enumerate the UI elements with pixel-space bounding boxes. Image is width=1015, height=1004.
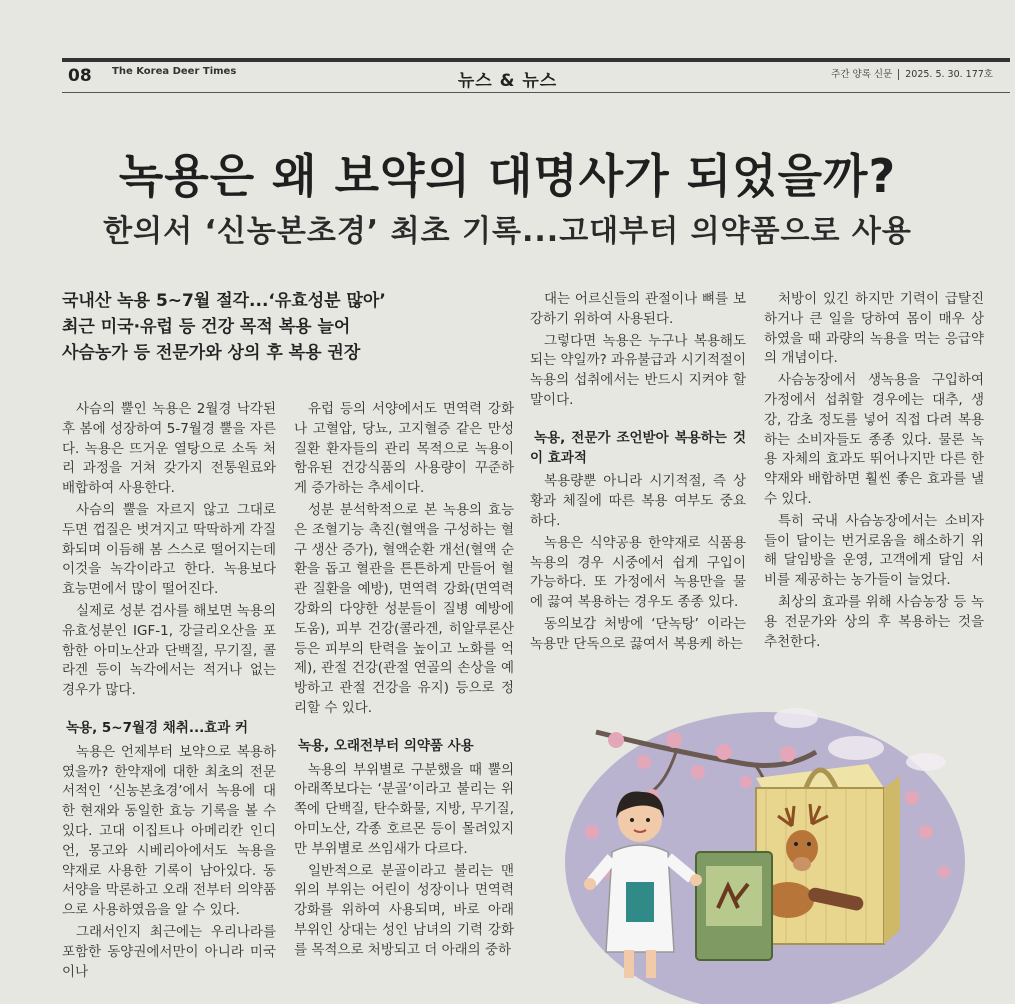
paragraph: 최상의 효과를 위해 사슴농장 등 녹용 전문가와 상의 후 복용하는 것을 추천한다. — [764, 593, 984, 650]
header-subrule — [62, 92, 1010, 93]
paragraph: 사슴농장에서 생녹용을 구입하여 가정에서 섭취할 경우에는 대추, 생강, 감초 정도를 넣어 직접 다려 복용하는 소비자들도 종종 있다. 물론 녹용 자체의 효과도 뛰어나지만 다른 한약재와 배합하면 훨씬 좋은 효과를 낼 수 있다. — [764, 372, 984, 507]
paragraph: 녹용은 식약공용 한약재로 식품용 녹용의 경우 시중에서 쉽게 구입이 가능하다. 또 가정에서 녹용만을 물에 끓여 복용하는 경우도 종종 있다. — [530, 534, 746, 611]
paragraph: 유럽 등의 서양에서도 면역력 강화나 고혈압, 당뇨, 고지혈증 같은 만성질환 환자들의 관리 목적으로 녹용이 함유된 건강식품의 사용량이 꾸준하게 증가하는 추세이다. — [294, 401, 514, 497]
article-column-2 — [294, 400, 514, 963]
section-subheading: 녹용, 오래전부터 의약품 사용 — [298, 737, 474, 754]
deck-line: 최근 미국·유럽 등 건강 목적 복용 늘어 — [62, 317, 351, 337]
deer-antler-illustration — [556, 692, 974, 1004]
issue-info — [831, 66, 993, 80]
section-subheading: 녹용, 전문가 조언받아 복용하는 것이 효과적 — [530, 429, 746, 466]
paragraph: 녹용은 언제부터 보약으로 복용하였을까? 한약재에 대한 최초의 전문서적인 ‘신농본초경’에서 녹용에 대한 현재와 동일한 효능 기록을 볼 수 있다. 고대 이집트나 아메리칸 인디언, 몽고와 시베리아에서도 녹용을 약재로 사용한 기록이 남아있다. 동서양을 막론하고 오래 전부터 의약품으로 사용하였음을 알 수 있다. — [62, 743, 276, 919]
page-number: 08 — [68, 66, 92, 86]
issue-date: 2025. 5. 30. 177호 — [905, 69, 993, 80]
paragraph: 대는 어르신들의 관절이나 뼈를 보강하기 위하여 사용된다. — [530, 291, 746, 327]
herbal-pouch — [696, 852, 772, 960]
article-subheadline: 한의서 ‘신농본초경’ 최초 기록...고대부터 의약품으로 사용 — [103, 214, 912, 249]
deck-line: 사슴농가 등 전문가와 상의 후 복용 권장 — [62, 343, 361, 363]
article-column-3 — [530, 290, 746, 657]
article-column-4 — [764, 290, 984, 654]
publication-name: 주간 양록 신문 — [831, 69, 893, 80]
article-deck — [62, 288, 502, 366]
gift-box — [756, 764, 900, 944]
paragraph: 성분 분석학적으로 본 녹용의 효능은 조혈기능 촉진(혈액을 구성하는 혈구 생산 증가), 혈액순환 개선(혈액 순환을 돕고 혈관을 튼튼하게 만들어 혈관 질환을 예방), 면역력 강화(면역력 강화의 다양한 성분들이 질병 예방에 도움), 피부 건강(콜라겐, 히알루론산 등은 피부의 탄력을 높이고 노화를 억제), 관절 건강(관절 연골의 손상을 예방하고 관절 건강을 유지) 등으로 정리할 수 있다. — [294, 501, 514, 716]
paragraph: 특히 국내 사슴농장에서는 소비자들이 달이는 번거로움을 해소하기 위해 달임방을 운영, 고객에게 달임 서비를 제공하는 농가들이 늘었다. — [764, 512, 984, 589]
paragraph: 녹용의 부위별로 구분했을 때 뿔의 아래쪽보다는 ‘분골’이라고 불리는 위쪽에 단백질, 탄수화물, 지방, 무기질, 아미노산, 각종 호르몬 등이 몰려있지만 부위별로 쓰임새가 다르다. — [294, 761, 514, 857]
paragraph: 처방이 있긴 하지만 기력이 급탈진하거나 큰 일을 당하여 몸이 매우 상하였을 때 과량의 녹용을 먹는 응급약의 개념이다. — [764, 291, 984, 367]
article-headline: 녹용은 왜 보약의 대명사가 되었을까? — [118, 149, 897, 203]
paragraph: 복용량뿐 아니라 시기적절, 즉 상황과 체질에 따른 복용 여부도 중요하다. — [530, 473, 746, 529]
paragraph: 동의보감 처방에 ‘단녹탕’ 이라는 녹용만 단독으로 끓여서 복용케 하는 — [530, 615, 746, 652]
paper-name: The Korea Deer Times — [112, 66, 237, 77]
paragraph: 그래서인지 최근에는 우리나라를 포함한 동양권에서만이 아니라 미국이나 — [62, 923, 276, 980]
section-title: 뉴스 & 뉴스 — [457, 71, 558, 91]
header-rule — [62, 58, 1010, 62]
article-column-1 — [62, 400, 276, 984]
paragraph: 그렇다면 녹용은 누구나 복용해도 되는 약일까? 과유불급과 시기적절이 녹용의 섭취에서는 반드시 지켜야 할 말이다. — [530, 332, 746, 408]
paragraph: 사슴의 뿔을 자르지 않고 그대로 두면 껍질은 벗겨지고 딱딱하게 각질화되며 이듬해 봄 스스로 떨어지는데 이것을 녹각이라고 한다. 녹용보다 효능면에서 많이 떨어진다. — [62, 501, 276, 598]
paragraph: 일반적으로 분골이라고 불리는 맨 위의 부위는 어린이 성장이나 면역력 강화를 위하여 사용되며, 바로 아래 부위인 상대는 성인 남녀의 기력 강화를 목적으로 처방되고 더 아래의 중하 — [294, 862, 514, 958]
deck-line: 국내산 녹용 5~7월 절각...‘유효성분 많아’ — [62, 291, 386, 311]
paragraph: 사슴의 뿔인 녹용은 2월경 낙각된 후 봄에 성장하여 5-7월경 뿔을 자른다. 녹용은 뜨거운 열탕으로 소독 처리 과정을 거쳐 갖가지 전통원료와 배합하여 사용한다. — [62, 401, 276, 497]
section-subheading: 녹용, 5~7월경 채취...효과 커 — [66, 719, 249, 736]
paragraph: 실제로 성분 검사를 해보면 녹용의 유효성분인 IGF-1, 강글리오산을 포함한 아미노산과 단백질, 무기질, 콜라겐 등이 녹각에서는 적거나 없는 경우가 많다. — [62, 602, 276, 699]
